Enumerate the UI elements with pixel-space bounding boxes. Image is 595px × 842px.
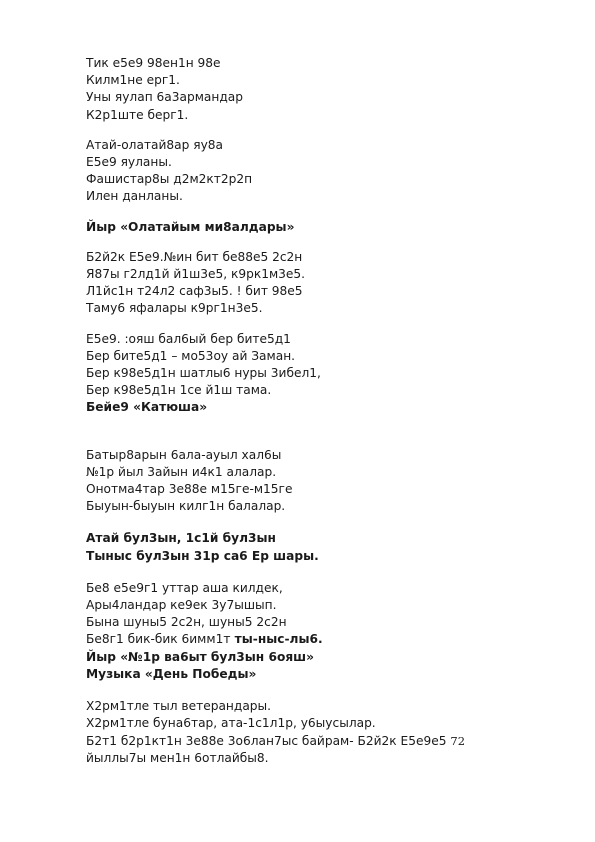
text-segment: Б2т1 б2р1кт1н 3е88е 3о6лан7ыс байрам- Б2й2к Е5е9е5	[86, 733, 451, 748]
text-line: Бер к98е5д1н 1се й1ш тама.	[86, 383, 272, 398]
stanza-gap	[86, 206, 566, 219]
stanza-gap	[86, 124, 566, 137]
text-line: Бер бите5д1 – мо53оу ай Заман.	[86, 348, 296, 363]
dance-title: Бейе9 «Катюша»	[86, 400, 208, 415]
text-line: Бына шуны5 2с2н, шуны5 2с2н	[86, 615, 287, 630]
text-line: Б2й2к Е5е9.№ин бит бе88е5 2с2н	[86, 249, 303, 264]
text-line-mixed	[86, 631, 566, 648]
stanza-gap	[86, 236, 566, 249]
text-line: Бе8 е5е9г1 уттар аша килдек,	[86, 580, 283, 595]
text-line: Уны яулап 6а3армандар	[86, 90, 243, 105]
bold-text-line: Тыныс бул3ын 31р са6 Ер шары.	[86, 548, 319, 563]
text-line: Илен данланы.	[86, 189, 183, 204]
stanza-gap	[86, 683, 566, 698]
text-line: Я87ы г2лд1й й1ш3е5, к9рк1м3е5.	[86, 267, 306, 282]
text-line-mixed	[86, 733, 566, 750]
section-gap	[86, 417, 566, 447]
text-line: К2р1ште берг1.	[86, 107, 189, 122]
text-line: Батыр8арын 6ала-ауыл хал6ы	[86, 447, 282, 462]
text-line: Бер к98е5д1н шатлы6 нуры 3ибел1,	[86, 366, 321, 381]
text-line: йыллы7ы мен1н 6отлайбы8.	[86, 750, 269, 765]
poem-text	[86, 55, 566, 767]
text-line: Х2рм1тле буна6тар, ата-1с1л1р, у6ыусылар.	[86, 716, 376, 731]
stanza-gap	[86, 515, 566, 530]
text-segment: Бе8г1 бик-бик 6имм1т	[86, 632, 231, 647]
anniversary-number: 72	[450, 733, 466, 748]
text-line: Онотма4тар 3е88е м15ге-м15ге	[86, 482, 293, 497]
text-line: Быуын-быуын килг1н балалар.	[86, 499, 286, 514]
text-line: Фашистар8ы д2м2кт2р2п	[86, 172, 253, 187]
bold-text-line: Атай бул3ын, 1с1й бул3ын	[86, 531, 276, 546]
text-line: Ары4ландар ке9ек 3у7ышып.	[86, 598, 277, 613]
text-line: Тик е5е9 98ен1н 98е	[86, 56, 221, 70]
stanza-gap	[86, 565, 566, 580]
text-line: Х2рм1тле тыл ветерандары.	[86, 699, 272, 714]
text-line: Е5е9 яуланы.	[86, 155, 172, 170]
song-title: Йыр «№1р ва6ыт бул3ын 6ояш»	[86, 649, 314, 664]
music-title: Музыка «День Победы»	[86, 666, 257, 681]
bold-text-segment: ты-ныс-лы6.	[230, 632, 323, 647]
text-line: Таму6 яфалары к9рг1н3е5.	[86, 301, 263, 316]
text-line: Е5е9. :ояш бал6ый бер бите5д1	[86, 331, 291, 346]
text-line: №1р йыл 3айын и4к1 алалар.	[86, 464, 277, 479]
text-line: Атай-олатай8ар яу8а	[86, 137, 224, 152]
song-title: Йыр «Олатайым ми8алдары»	[86, 219, 295, 234]
text-line: Килм1не ерг1.	[86, 73, 180, 88]
stanza-gap	[86, 318, 566, 331]
text-line: Л1йс1н т24л2 сaф3ы5. ! бит 98е5	[86, 284, 303, 299]
